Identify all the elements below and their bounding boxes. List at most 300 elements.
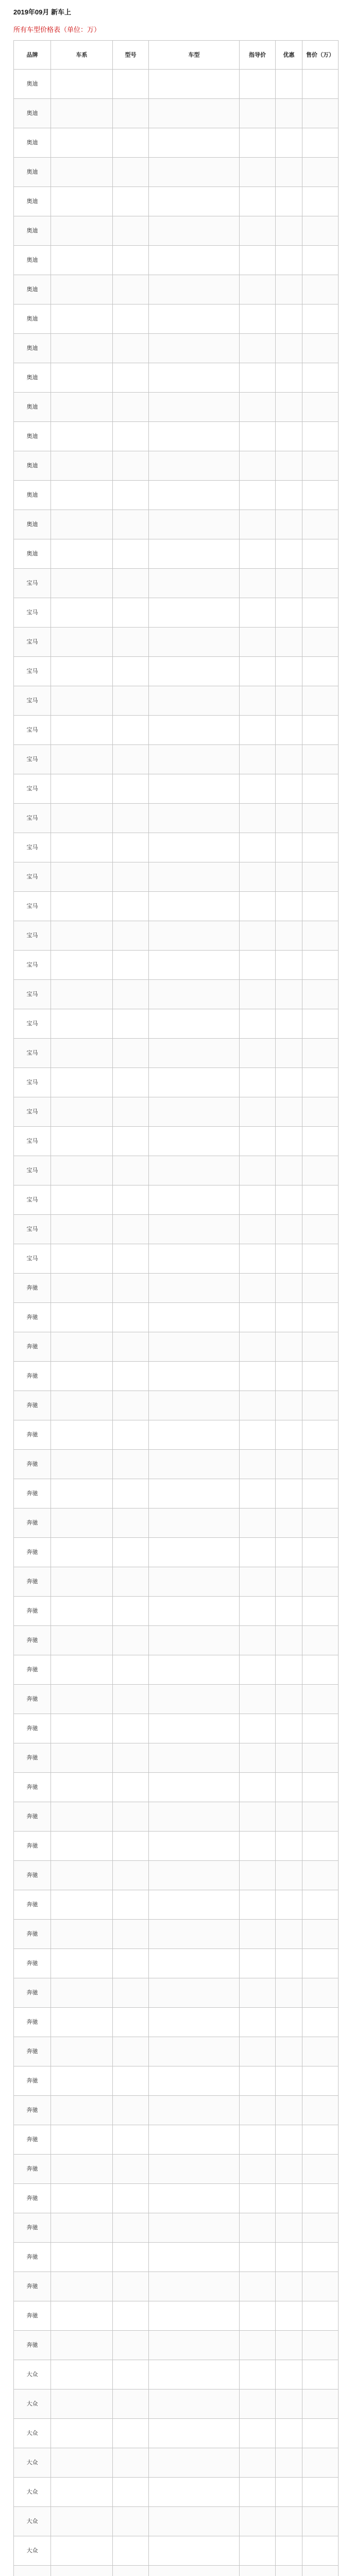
cell-brand: 奔驰: [14, 2301, 51, 2331]
table-row: [14, 451, 339, 481]
cell-series: [51, 1832, 113, 1861]
table-row: [14, 1949, 339, 1978]
cell-series: [51, 1068, 113, 1097]
cell-trim: [149, 1802, 240, 1832]
cell-model: [113, 1743, 149, 1773]
cell-discount: [276, 1685, 302, 1714]
cell-discount: [276, 1185, 302, 1215]
cell-discount: [276, 892, 302, 921]
cell-series: [51, 422, 113, 451]
cell-brand: 奥迪: [14, 275, 51, 304]
cell-brand: 奔驰: [14, 1391, 51, 1420]
cell-msrp: [240, 833, 276, 862]
cell-price: [302, 657, 339, 686]
cell-model: [113, 187, 149, 216]
cell-series: [51, 451, 113, 481]
cell-price: [302, 2243, 339, 2272]
cell-brand: 宝马: [14, 745, 51, 774]
table-row: [14, 1185, 339, 1215]
cell-trim: [149, 1479, 240, 1509]
cell-price: [302, 539, 339, 569]
cell-price: [302, 2272, 339, 2301]
cell-trim: [149, 1215, 240, 1244]
cell-price: [302, 862, 339, 892]
cell-trim: [149, 1949, 240, 1978]
cell-series: [51, 1685, 113, 1714]
cell-series: [51, 1773, 113, 1802]
cell-series: [51, 598, 113, 628]
table-row: [14, 334, 339, 363]
cell-discount: [276, 334, 302, 363]
cell-model: [113, 1861, 149, 1890]
cell-msrp: [240, 275, 276, 304]
cell-model: [113, 2155, 149, 2184]
cell-model: [113, 745, 149, 774]
table-row: [14, 1978, 339, 2008]
cell-brand: 奥迪: [14, 128, 51, 158]
cell-trim: [149, 1509, 240, 1538]
cell-trim: [149, 2301, 240, 2331]
cell-brand: 奥迪: [14, 304, 51, 334]
cell-msrp: [240, 1420, 276, 1450]
table-row: [14, 99, 339, 128]
cell-discount: [276, 833, 302, 862]
cell-price: [302, 1949, 339, 1978]
cell-discount: [276, 1244, 302, 1274]
cell-price: [302, 422, 339, 451]
cell-msrp: [240, 921, 276, 951]
cell-model: [113, 1479, 149, 1509]
cell-price: [302, 1479, 339, 1509]
cell-price: [302, 2536, 339, 2566]
cell-series: [51, 363, 113, 393]
cell-discount: [276, 745, 302, 774]
cell-series: [51, 1039, 113, 1068]
cell-trim: [149, 1743, 240, 1773]
cell-trim: [149, 1391, 240, 1420]
cell-series: [51, 304, 113, 334]
cell-price: [302, 2507, 339, 2536]
cell-model: [113, 1127, 149, 1156]
cell-price: [302, 1244, 339, 1274]
cell-discount: [276, 2360, 302, 2389]
cell-discount: [276, 1714, 302, 1743]
cell-price: [302, 1391, 339, 1420]
cell-series: [51, 246, 113, 275]
cell-brand: 宝马: [14, 862, 51, 892]
table-row: [14, 128, 339, 158]
cell-trim: [149, 1920, 240, 1949]
cell-series: [51, 1743, 113, 1773]
cell-price: [302, 628, 339, 657]
cell-trim: [149, 393, 240, 422]
cell-msrp: [240, 1743, 276, 1773]
cell-trim: [149, 1861, 240, 1890]
cell-brand: 宝马: [14, 833, 51, 862]
cell-price: [302, 1890, 339, 1920]
cell-trim: [149, 246, 240, 275]
cell-series: [51, 804, 113, 833]
cell-discount: [276, 1362, 302, 1391]
cell-series: [51, 216, 113, 246]
table-row: [14, 2301, 339, 2331]
cell-discount: [276, 422, 302, 451]
cell-trim: [149, 892, 240, 921]
cell-msrp: [240, 1655, 276, 1685]
cell-series: [51, 1479, 113, 1509]
cell-model: [113, 1714, 149, 1743]
table-row: [14, 745, 339, 774]
cell-discount: [276, 1332, 302, 1362]
cell-brand: 宝马: [14, 804, 51, 833]
cell-series: [51, 2536, 113, 2566]
cell-msrp: [240, 2125, 276, 2155]
cell-trim: [149, 2536, 240, 2566]
cell-trim: [149, 2478, 240, 2507]
cell-model: [113, 2096, 149, 2125]
cell-brand: 大众: [14, 2419, 51, 2448]
cell-msrp: [240, 2478, 276, 2507]
cell-brand: 宝马: [14, 1244, 51, 1274]
cell-brand: 奥迪: [14, 481, 51, 510]
cell-discount: [276, 1567, 302, 1597]
cell-trim: [149, 304, 240, 334]
cell-trim: [149, 1626, 240, 1655]
cell-discount: [276, 921, 302, 951]
table-row: [14, 246, 339, 275]
cell-model: [113, 774, 149, 804]
cell-model: [113, 1978, 149, 2008]
cell-msrp: [240, 862, 276, 892]
cell-price: [302, 1185, 339, 1215]
cell-trim: [149, 2389, 240, 2419]
cell-price: [302, 1773, 339, 1802]
cell-price: [302, 1714, 339, 1743]
cell-discount: [276, 1068, 302, 1097]
cell-model: [113, 99, 149, 128]
cell-brand: 奔驰: [14, 2331, 51, 2360]
cell-msrp: [240, 1890, 276, 1920]
cell-brand: 奔驰: [14, 1978, 51, 2008]
cell-brand: 宝马: [14, 774, 51, 804]
cell-discount: [276, 862, 302, 892]
price-table: [13, 40, 339, 2576]
cell-series: [51, 2360, 113, 2389]
cell-msrp: [240, 1097, 276, 1127]
cell-series: [51, 2008, 113, 2037]
cell-series: [51, 2507, 113, 2536]
table-row: [14, 2507, 339, 2536]
cell-brand: 奥迪: [14, 539, 51, 569]
cell-model: [113, 2008, 149, 2037]
cell-brand: 奔驰: [14, 2008, 51, 2037]
table-row: [14, 1802, 339, 1832]
cell-brand: 大众: [14, 2536, 51, 2566]
cell-trim: [149, 99, 240, 128]
cell-trim: [149, 128, 240, 158]
cell-discount: [276, 1274, 302, 1303]
table-row: [14, 2125, 339, 2155]
cell-msrp: [240, 128, 276, 158]
table-row: [14, 951, 339, 980]
table-row: [14, 716, 339, 745]
cell-model: [113, 1597, 149, 1626]
cell-msrp: [240, 1802, 276, 1832]
cell-price: [302, 1655, 339, 1685]
cell-price: [302, 2478, 339, 2507]
cell-price: [302, 334, 339, 363]
cell-discount: [276, 363, 302, 393]
table-header: [14, 41, 339, 70]
cell-price: [302, 1332, 339, 1362]
cell-msrp: [240, 2536, 276, 2566]
cell-msrp: [240, 1978, 276, 2008]
table-row: [14, 569, 339, 598]
cell-price: [302, 99, 339, 128]
cell-series: [51, 1215, 113, 1244]
table-row: [14, 1832, 339, 1861]
cell-discount: [276, 1920, 302, 1949]
cell-discount: [276, 1890, 302, 1920]
cell-msrp: [240, 422, 276, 451]
cell-model: [113, 1949, 149, 1978]
cell-msrp: [240, 745, 276, 774]
table-row: [14, 304, 339, 334]
cell-brand: 宝马: [14, 951, 51, 980]
cell-model: [113, 2478, 149, 2507]
cell-model: [113, 892, 149, 921]
header-model: 型号: [113, 41, 149, 70]
cell-brand: 奥迪: [14, 451, 51, 481]
cell-price: [302, 1127, 339, 1156]
table-row: [14, 393, 339, 422]
cell-brand: 奔驰: [14, 2125, 51, 2155]
cell-brand: 奔驰: [14, 1450, 51, 1479]
cell-discount: [276, 1773, 302, 1802]
table-row: [14, 980, 339, 1009]
cell-brand: 奔驰: [14, 1920, 51, 1949]
cell-discount: [276, 2301, 302, 2331]
cell-model: [113, 510, 149, 539]
cell-trim: [149, 716, 240, 745]
cell-trim: [149, 1655, 240, 1685]
cell-trim: [149, 657, 240, 686]
table-row: [14, 804, 339, 833]
cell-series: [51, 2213, 113, 2243]
cell-series: [51, 2243, 113, 2272]
cell-msrp: [240, 451, 276, 481]
cell-brand: 宝马: [14, 1127, 51, 1156]
document-title: 2019年09月 新车上: [13, 8, 71, 16]
table-row: [14, 2566, 339, 2576]
cell-trim: [149, 2243, 240, 2272]
cell-msrp: [240, 1597, 276, 1626]
cell-brand: 奔驰: [14, 1890, 51, 1920]
table-row: [14, 2184, 339, 2213]
cell-trim: [149, 862, 240, 892]
cell-msrp: [240, 1773, 276, 1802]
header-msrp: 指导价: [240, 41, 276, 70]
cell-trim: [149, 1362, 240, 1391]
cell-model: [113, 1832, 149, 1861]
cell-msrp: [240, 539, 276, 569]
cell-brand: 奥迪: [14, 216, 51, 246]
cell-msrp: [240, 2096, 276, 2125]
table-row: [14, 1479, 339, 1509]
cell-msrp: [240, 804, 276, 833]
cell-trim: [149, 1538, 240, 1567]
cell-trim: [149, 804, 240, 833]
cell-trim: [149, 2096, 240, 2125]
cell-model: [113, 2066, 149, 2096]
table-row: [14, 539, 339, 569]
cell-msrp: [240, 2008, 276, 2037]
cell-msrp: [240, 1039, 276, 1068]
cell-model: [113, 2331, 149, 2360]
cell-brand: 宝马: [14, 1215, 51, 1244]
cell-price: [302, 2155, 339, 2184]
cell-discount: [276, 2566, 302, 2576]
cell-model: [113, 2448, 149, 2478]
cell-msrp: [240, 628, 276, 657]
cell-series: [51, 1509, 113, 1538]
cell-msrp: [240, 1303, 276, 1332]
cell-trim: [149, 2566, 240, 2576]
cell-series: [51, 481, 113, 510]
cell-trim: [149, 1597, 240, 1626]
table-row: [14, 481, 339, 510]
cell-discount: [276, 804, 302, 833]
cell-msrp: [240, 2360, 276, 2389]
cell-brand: 奔驰: [14, 1303, 51, 1332]
cell-discount: [276, 246, 302, 275]
cell-discount: [276, 980, 302, 1009]
cell-msrp: [240, 187, 276, 216]
cell-series: [51, 1274, 113, 1303]
cell-brand: 奔驰: [14, 2096, 51, 2125]
cell-discount: [276, 1626, 302, 1655]
cell-price: [302, 2419, 339, 2448]
cell-trim: [149, 2037, 240, 2066]
cell-discount: [276, 2478, 302, 2507]
cell-series: [51, 686, 113, 716]
cell-discount: [276, 158, 302, 187]
cell-model: [113, 128, 149, 158]
cell-price: [302, 2389, 339, 2419]
cell-brand: 奔驰: [14, 1274, 51, 1303]
cell-series: [51, 1127, 113, 1156]
cell-msrp: [240, 716, 276, 745]
cell-series: [51, 716, 113, 745]
cell-trim: [149, 275, 240, 304]
cell-discount: [276, 1832, 302, 1861]
cell-model: [113, 628, 149, 657]
cell-model: [113, 275, 149, 304]
cell-brand: 奔驰: [14, 1538, 51, 1567]
cell-model: [113, 158, 149, 187]
cell-series: [51, 2389, 113, 2419]
cell-series: [51, 1626, 113, 1655]
cell-series: [51, 1391, 113, 1420]
cell-price: [302, 2066, 339, 2096]
cell-brand: 宝马: [14, 569, 51, 598]
cell-price: [302, 2096, 339, 2125]
cell-msrp: [240, 216, 276, 246]
cell-msrp: [240, 1920, 276, 1949]
cell-msrp: [240, 1215, 276, 1244]
cell-price: [302, 363, 339, 393]
cell-model: [113, 1332, 149, 1362]
cell-trim: [149, 921, 240, 951]
table-row: [14, 2389, 339, 2419]
table-row: [14, 1450, 339, 1479]
cell-series: [51, 275, 113, 304]
cell-brand: 奔驰: [14, 2184, 51, 2213]
cell-brand: 宝马: [14, 980, 51, 1009]
cell-price: [302, 2566, 339, 2576]
cell-msrp: [240, 70, 276, 99]
cell-discount: [276, 1420, 302, 1450]
cell-model: [113, 951, 149, 980]
cell-discount: [276, 1479, 302, 1509]
cell-discount: [276, 481, 302, 510]
cell-msrp: [240, 657, 276, 686]
cell-price: [302, 70, 339, 99]
cell-series: [51, 774, 113, 804]
cell-model: [113, 833, 149, 862]
cell-model: [113, 1274, 149, 1303]
cell-brand: 奔驰: [14, 1626, 51, 1655]
cell-discount: [276, 1215, 302, 1244]
cell-brand: 奥迪: [14, 510, 51, 539]
table-row: [14, 2331, 339, 2360]
table-row: [14, 1391, 339, 1420]
cell-model: [113, 1068, 149, 1097]
cell-discount: [276, 128, 302, 158]
table-row: [14, 1274, 339, 1303]
cell-price: [302, 128, 339, 158]
cell-series: [51, 2331, 113, 2360]
cell-model: [113, 1244, 149, 1274]
cell-series: [51, 892, 113, 921]
cell-discount: [276, 2507, 302, 2536]
cell-msrp: [240, 1626, 276, 1655]
cell-price: [302, 1362, 339, 1391]
cell-brand: 奔驰: [14, 2066, 51, 2096]
cell-msrp: [240, 334, 276, 363]
cell-brand: 大众: [14, 2360, 51, 2389]
cell-msrp: [240, 1685, 276, 1714]
table-row: [14, 510, 339, 539]
cell-brand: 宝马: [14, 1185, 51, 1215]
cell-msrp: [240, 2389, 276, 2419]
cell-brand: 宝马: [14, 657, 51, 686]
cell-series: [51, 2419, 113, 2448]
cell-model: [113, 1009, 149, 1039]
cell-series: [51, 1332, 113, 1362]
cell-trim: [149, 451, 240, 481]
cell-model: [113, 1156, 149, 1185]
cell-model: [113, 2360, 149, 2389]
cell-price: [302, 1303, 339, 1332]
cell-trim: [149, 569, 240, 598]
cell-price: [302, 1978, 339, 2008]
header-trim: 车型: [149, 41, 240, 70]
cell-discount: [276, 2008, 302, 2037]
cell-brand: 奥迪: [14, 187, 51, 216]
cell-model: [113, 2037, 149, 2066]
cell-brand: 奔驰: [14, 1949, 51, 1978]
